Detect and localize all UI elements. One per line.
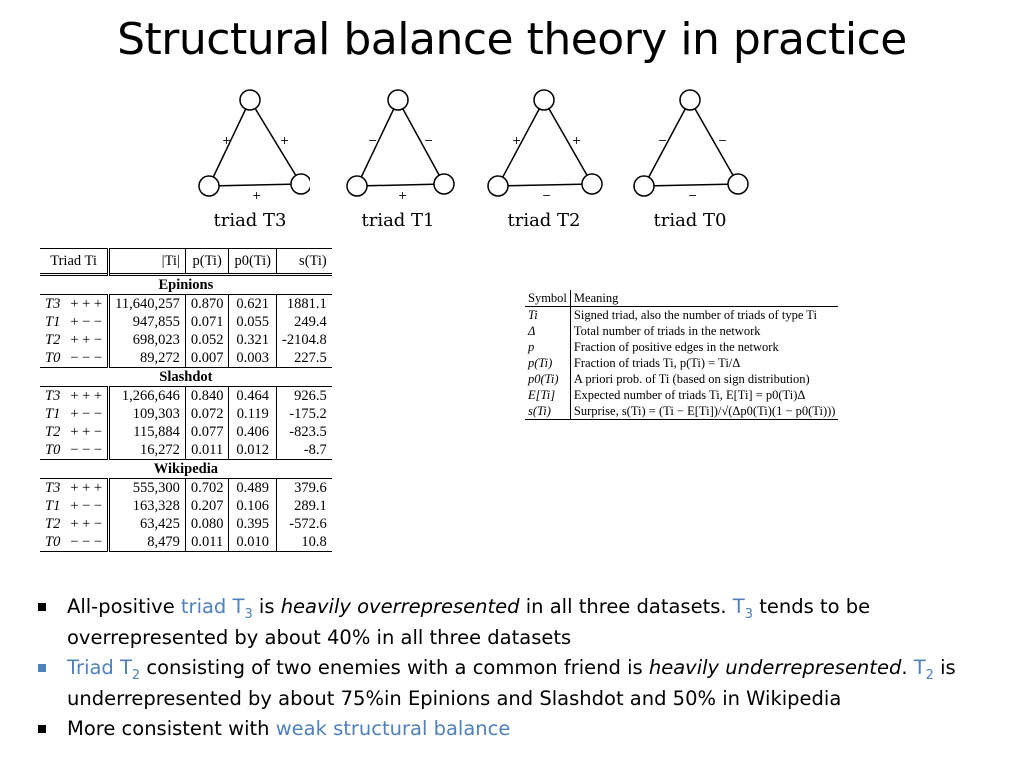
p0-cell: 0.106	[229, 497, 277, 515]
triad-cell: T0	[40, 533, 65, 552]
bullet-list	[38, 592, 998, 745]
count-cell: 8,479	[109, 533, 186, 552]
meaning-cell: A priori prob. of Ti (based on sign distribution)	[573, 372, 810, 386]
p-cell: 0.052	[185, 331, 229, 349]
table-row	[40, 313, 332, 331]
table-row	[40, 497, 332, 515]
surprise-cell: 289.1	[294, 498, 327, 514]
triad-node	[634, 176, 654, 196]
edge-sign: −	[368, 134, 378, 147]
p-cell: 0.080	[185, 515, 229, 533]
surprise-cell: 926.5	[294, 388, 327, 404]
surprise-cell: -572.6	[289, 516, 327, 532]
surprise-cell: 1881.1	[286, 296, 327, 312]
signs-cell: + − −	[65, 313, 108, 331]
triad-node	[534, 90, 554, 110]
edge-sign: −	[688, 189, 698, 202]
p0-cell: 0.406	[229, 423, 277, 441]
p-cell: 0.840	[185, 387, 229, 406]
symbol-definitions-table	[525, 290, 838, 420]
surprise-cell: 379.6	[294, 480, 327, 496]
count-cell: 947,855	[109, 313, 186, 331]
p-cell: 0.870	[185, 295, 229, 314]
edge-sign: +	[512, 134, 522, 147]
triad-edge	[357, 100, 398, 186]
signs-cell: + + −	[65, 423, 108, 441]
bullet-square-icon	[38, 664, 46, 672]
table-row	[40, 387, 332, 406]
triad-node	[240, 90, 260, 110]
table-row	[40, 349, 332, 368]
surprise-cell: 10.8	[277, 533, 332, 552]
edge-sign: +	[572, 134, 582, 147]
triad-edge	[250, 100, 301, 184]
edge-sign: −	[718, 134, 728, 147]
count-cell: 89,272	[109, 349, 186, 368]
highlight-text: $T_3$	[732, 595, 753, 622]
triad-cell: T0	[45, 350, 61, 366]
edge-sign: −	[542, 189, 552, 202]
dataset-title: Slashdot	[40, 368, 332, 387]
dataset-title: Epinions	[40, 275, 332, 295]
triad-graph	[190, 82, 310, 210]
column-header: Meaning	[570, 290, 838, 307]
p0-cell: 0.395	[229, 515, 277, 533]
count-cell: 11,640,257	[109, 295, 186, 314]
column-header: s(Ti)	[299, 253, 327, 269]
table-row	[525, 323, 838, 339]
triad-label: triad T3	[213, 210, 287, 231]
column-header: Symbol	[525, 290, 570, 307]
triad-cell: T3	[45, 388, 61, 404]
table-header-row	[40, 249, 332, 275]
triad-diagram	[190, 82, 310, 242]
table-row	[525, 387, 838, 403]
surprise-cell: -175.2	[289, 406, 327, 422]
signs-cell: + + −	[65, 515, 108, 533]
meaning-cell: Signed triad, also the number of triads of type Ti	[573, 308, 817, 322]
edge-sign: +	[252, 189, 262, 202]
triad-diagram	[630, 82, 750, 242]
count-cell: 163,328	[109, 497, 186, 515]
count-cell: 63,425	[109, 515, 186, 533]
table-row	[525, 403, 838, 420]
triad-diagrams	[190, 82, 780, 242]
symbol-cell: s(Ti)	[525, 403, 570, 420]
symbol-cell: p	[525, 339, 570, 355]
meaning-cell: Total number of triads in the network	[573, 324, 761, 338]
triad-node	[680, 90, 700, 110]
p0-cell: 0.119	[229, 405, 277, 423]
triad-cell: T0	[45, 442, 61, 458]
triad-node	[582, 174, 602, 194]
count-cell: 1,266,646	[109, 387, 186, 406]
edge-sign: +	[222, 134, 232, 147]
triad-edge	[209, 184, 301, 186]
bullet-square-icon	[38, 725, 46, 733]
table-row	[40, 423, 332, 441]
table-row	[525, 307, 838, 324]
column-header: p0(Ti)	[229, 249, 277, 275]
table-row	[525, 339, 838, 355]
symbol-cell: p(Ti)	[525, 355, 570, 371]
surprise-cell: -8.7	[303, 442, 327, 458]
highlight-text: Triad $T_2$	[67, 656, 141, 683]
triad-cell: T2	[45, 424, 61, 440]
triad-cell: T2	[45, 516, 61, 532]
p0-cell: 0.010	[229, 533, 277, 552]
surprise-cell: -823.5	[289, 424, 327, 440]
slide-title: Structural balance theory in practice	[117, 14, 907, 65]
triad-diagram	[338, 82, 458, 242]
meaning-cell: Expected number of triads Ti, E[Ti] = p0(Ti)Δ	[573, 388, 806, 402]
edge-sign: −	[658, 134, 668, 147]
triad-edge	[690, 100, 738, 184]
triad-cell: T1	[45, 498, 61, 514]
p-cell: 0.007	[185, 349, 229, 368]
symbol-cell: Ti	[525, 307, 570, 324]
table-row	[40, 441, 332, 460]
triad-edge	[498, 184, 592, 186]
highlight-text: weak structural balance	[275, 717, 511, 740]
triad-diagram	[484, 82, 604, 242]
triad-cell: T2	[45, 332, 61, 348]
triad-graph	[484, 82, 604, 210]
edge-sign: +	[280, 134, 290, 147]
triad-node	[434, 174, 454, 194]
triad-edge	[544, 100, 592, 184]
highlight-text: triad $T_3$	[180, 595, 253, 622]
triad-node	[199, 176, 219, 196]
table-row	[525, 355, 838, 371]
bullet-item: Triad $T_2$ consisting of two enemies with a common friend is heavily underrepresented. $T_2$ is underrepresented by about 75%in Epinions and Slashdot and 50% in Wikipedia	[38, 653, 998, 714]
triad-edge	[357, 184, 444, 186]
triad-statistics-table	[40, 248, 332, 552]
count-cell: 109,303	[109, 405, 186, 423]
p0-cell: 0.321	[229, 331, 277, 349]
triad-graph	[630, 82, 750, 210]
triad-graph	[338, 82, 458, 210]
dataset-title: Wikipedia	[40, 460, 332, 479]
p-cell: 0.072	[185, 405, 229, 423]
edge-sign: +	[398, 189, 408, 202]
table-row	[40, 405, 332, 423]
surprise-cell: 249.4	[294, 314, 327, 330]
column-header: p(Ti)	[185, 249, 229, 275]
meaning-cell: Fraction of positive edges in the network	[573, 340, 779, 354]
p-cell: 0.207	[185, 497, 229, 515]
edge-sign: −	[424, 134, 434, 147]
table-row	[40, 479, 332, 498]
triad-cell: T1	[45, 314, 61, 330]
surprise-cell: -2104.8	[282, 332, 327, 348]
signs-cell: + + +	[65, 479, 108, 498]
triad-node	[291, 174, 310, 194]
bullet-square-icon	[38, 603, 46, 611]
count-cell: 115,884	[109, 423, 186, 441]
emphasis-text: heavily overrepresented	[280, 595, 520, 618]
p0-cell: 0.055	[229, 313, 277, 331]
count-cell: 16,272	[109, 441, 186, 460]
p0-cell: 0.489	[229, 479, 277, 498]
bullet-item: More consistent with weak structural balance	[38, 714, 998, 745]
triad-label: triad T0	[653, 210, 727, 231]
signs-cell: + + +	[65, 387, 108, 406]
p-cell: 0.011	[185, 533, 229, 552]
table-row	[40, 533, 332, 552]
surprise-cell: 227.5	[294, 350, 327, 366]
triad-label: triad T1	[361, 210, 435, 231]
triad-node	[388, 90, 408, 110]
symbol-cell: Δ	[525, 323, 570, 339]
signs-cell: + − −	[65, 497, 108, 515]
triad-node	[347, 176, 367, 196]
table-row	[40, 295, 332, 314]
highlight-text: $T_2$	[913, 656, 934, 683]
p-cell: 0.011	[185, 441, 229, 460]
p0-cell: 0.621	[229, 295, 277, 314]
p0-cell: 0.464	[229, 387, 277, 406]
table-row	[40, 331, 332, 349]
symbol-cell: E[Ti]	[525, 387, 570, 403]
p-cell: 0.071	[185, 313, 229, 331]
column-header: Triad Ti	[40, 249, 109, 275]
signs-cell: + + +	[65, 295, 108, 314]
bullet-item: All-positive triad $T_3$ is heavily overrepresented in all three datasets. $T_3$ tends to be overrepresented by about 40% in all three datasets	[38, 592, 998, 653]
triad-node	[728, 174, 748, 194]
p-cell: 0.077	[185, 423, 229, 441]
table-row	[525, 371, 838, 387]
signs-cell: − − −	[65, 441, 108, 460]
triad-cell: T3	[45, 480, 61, 496]
triad-node	[488, 176, 508, 196]
count-cell: 555,300	[109, 479, 186, 498]
p0-cell: 0.012	[229, 441, 277, 460]
p-cell: 0.702	[185, 479, 229, 498]
count-cell: 698,023	[109, 331, 186, 349]
meaning-cell: Surprise, s(Ti) = (Ti − E[Ti])/√(Δp0(Ti)(1 − p0(Ti)))	[570, 403, 838, 420]
emphasis-text: heavily underrepresented	[648, 656, 902, 679]
signs-cell: + + −	[65, 331, 108, 349]
triad-cell: T1	[45, 406, 61, 422]
signs-cell: − − −	[65, 349, 108, 368]
p0-cell: 0.003	[229, 349, 277, 368]
column-header: |Ti|	[109, 249, 186, 275]
triad-edge	[644, 184, 738, 186]
triad-label: triad T2	[507, 210, 581, 231]
signs-cell: + − −	[65, 405, 108, 423]
symbol-cell: p0(Ti)	[525, 371, 570, 387]
triad-cell: T3	[45, 296, 61, 312]
signs-cell: − − −	[65, 533, 108, 552]
meaning-cell: Fraction of triads Ti, p(Ti) = Ti/Δ	[573, 356, 741, 370]
table-row	[40, 515, 332, 533]
triad-edge	[398, 100, 444, 184]
table-header-row	[525, 290, 838, 307]
